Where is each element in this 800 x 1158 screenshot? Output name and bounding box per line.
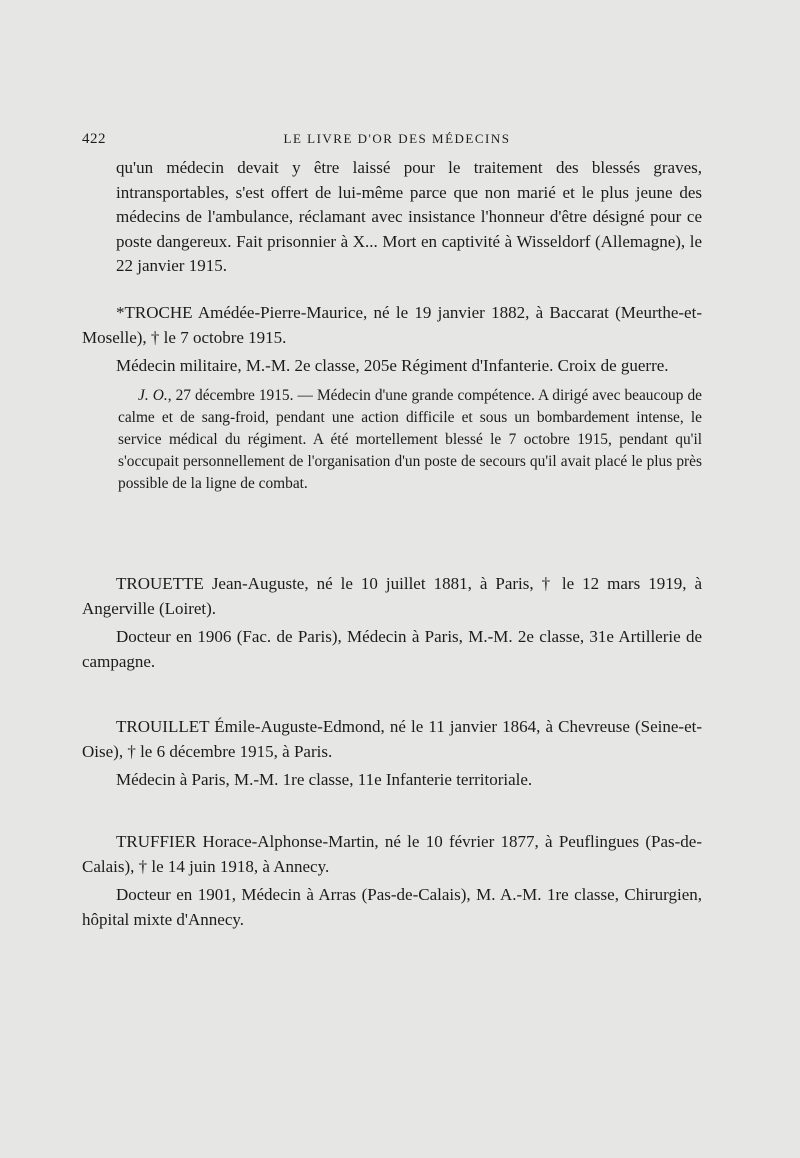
entry-detail: Médecin à Paris, M.-M. 1re classe, 11e Infanterie territoriale. <box>116 770 533 789</box>
citation <box>82 385 702 495</box>
entry-name: TROUILLET Émile-Auguste-Edmond, né le 11 janvier 1864, à Chevreuse (Seine-et-Oise), † le 6 décembre 1915, à Paris. <box>82 717 702 761</box>
entry-detail: Docteur en 1906 (Fac. de Paris), Médecin à Paris, M.-M. 2e classe, 31e Artillerie de campagne. <box>82 627 702 671</box>
entry-truffier <box>82 830 702 932</box>
page-number: 422 <box>82 131 106 147</box>
entry-name: TROUETTE Jean-Auguste, né le 10 juillet 1881, à Paris, † le 12 mars 1919, à Angerville (Loiret). <box>82 574 702 618</box>
citation-text: , 27 décembre 1915. — Médecin d'une grande compétence. A dirigé avec beaucoup de calme et de sang-froid, pendant une action difficile et sous un bombardement intense, le service médical du régiment. A été mortellement blessé le 7 octobre 1915, pendant qu'il s'occupait personnellement de l'organisation d'un poste de secours qu'il avait placé le plus près possible de la ligne de combat. <box>118 386 702 492</box>
entry-detail: Médecin militaire, M.-M. 2e classe, 205e Régiment d'Infanterie. Croix de guerre. <box>116 356 669 375</box>
entry-name: TRUFFIER Horace-Alphonse-Martin, né le 10 février 1877, à Peuflingues (Pas-de-Calais), † le 14 juin 1918, à Annecy. <box>82 832 702 876</box>
entry-name: *TROCHE Amédée-Pierre-Maurice, né le 19 janvier 1882, à Baccarat (Meurthe-et-Moselle), † le 7 octobre 1915. <box>82 303 702 347</box>
entry-troche <box>82 301 702 495</box>
entry-trouette <box>82 572 702 674</box>
entry-trouillet <box>82 715 702 793</box>
running-title: LE LIVRE D'OR DES MÉDECINS <box>283 131 511 146</box>
continuation-paragraph <box>82 156 702 279</box>
continuation-text: qu'un médecin devait y être laissé pour le traitement des blessés graves, intransportables, s'est offert de lui-même parce que non marié et le plus jeune des médecins de l'ambulance, réclamant avec insistance l'honneur d'être désigné pour ce poste dangereux. Fait prisonnier à X... Mort en captivité à Wisseldorf (Allemagne), le 22 janvier 1915. <box>116 158 702 275</box>
entry-detail: Docteur en 1901, Médecin à Arras (Pas-de-Calais), M. A.-M. 1re classe, Chirurgien, hôpital mixte d'Annecy. <box>82 885 702 929</box>
citation-ref: J. O. <box>138 386 168 404</box>
